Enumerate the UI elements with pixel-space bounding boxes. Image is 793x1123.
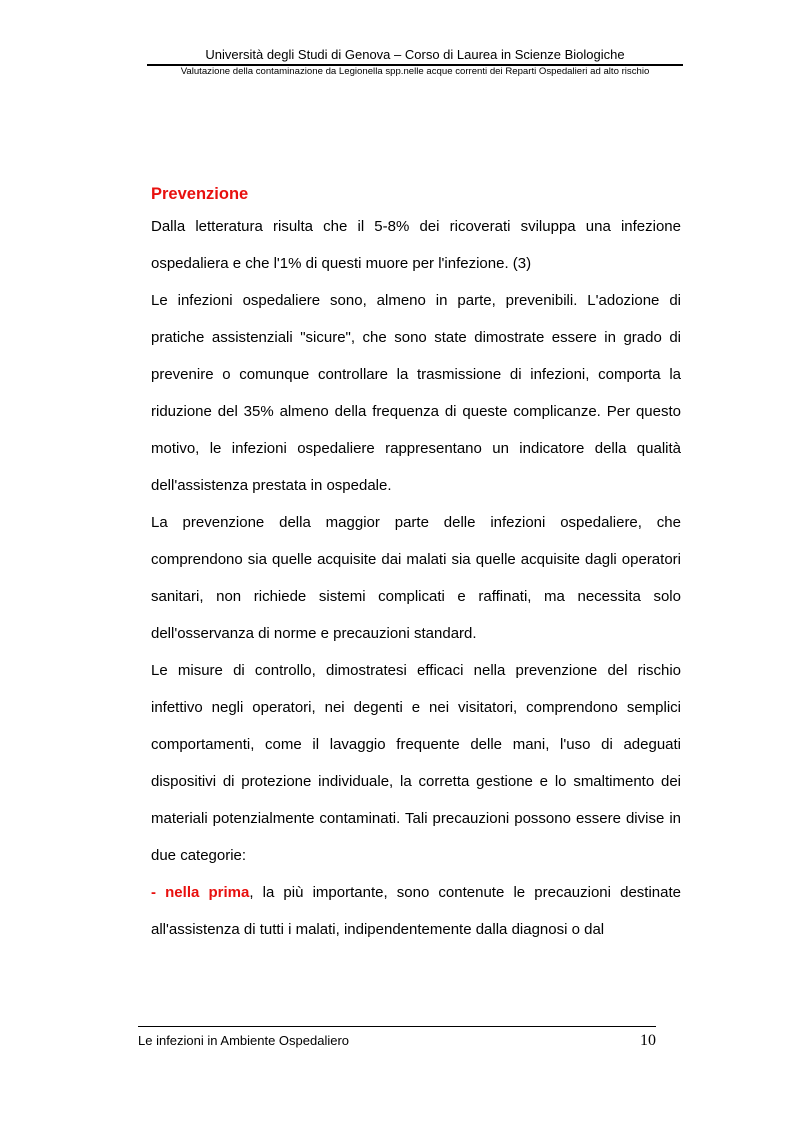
paragraph-3: La prevenzione della maggior parte delle infezioni ospedaliere, che comprendono sia quelle acquisite dai malati sia quelle acquisite dagli operatori sanitari, non richiede sistemi complicati e raffinati, ma necessita solo dell'osservanza di norme e precauzioni standard. bbox=[151, 514, 681, 642]
list-item-first-category bbox=[151, 874, 681, 948]
paragraph-4: Le misure di controllo, dimostratesi efficaci nella prevenzione del rischio infettivo negli operatori, nei degenti e nei visitatori, comprendono semplici comportamenti, come il lavaggio frequente delle mani, l'uso di adeguati dispositivi di protezione individuale, la corretta gestione e lo smaltimento dei materiali potenzialmente contaminati. Tali precauzioni possono essere divise in due categorie: bbox=[151, 662, 681, 864]
page-footer bbox=[138, 1026, 656, 1050]
section-heading: Prevenzione bbox=[151, 185, 249, 203]
paragraph-2: Le infezioni ospedaliere sono, almeno in parte, prevenibili. L'adozione di pratiche assistenziali "sicure", che sono state dimostrate essere in grado di prevenire o comunque controllare la trasmissione di infezioni, comporta la riduzione del 35% almeno della frequenza di queste complicanze. Per questo motivo, le infezioni ospedaliere rappresentano un indicatore della qualità dell'assistenza prestata in ospedale. bbox=[151, 292, 681, 494]
page-header bbox=[147, 47, 683, 78]
list-dash: - bbox=[151, 884, 156, 901]
list-item-text: , la più importante, sono contenute le precauzioni destinate all'assistenza di tutti i malati, indipendentemente dalla diagnosi o dal bbox=[151, 884, 681, 938]
footer-rule bbox=[138, 1026, 656, 1027]
footer-title: Le infezioni in Ambiente Ospedaliero bbox=[138, 1033, 350, 1048]
list-highlight: nella prima bbox=[165, 884, 250, 901]
header-subtitle: Valutazione della contaminazione da Legionella spp.nelle acque correnti dei Reparti Ospedalieri ad alto rischio bbox=[180, 66, 650, 77]
paragraph-1: Dalla letteratura risulta che il 5-8% dei ricoverati sviluppa una infezione ospedaliera e che l'1% di questi muore per l'infezione. (3) bbox=[151, 218, 681, 272]
page-body bbox=[151, 180, 681, 948]
page-number: 10 bbox=[640, 1032, 656, 1049]
header-title: Università degli Studi di Genova – Corso di Laurea in Scienze Biologiche bbox=[205, 47, 625, 62]
